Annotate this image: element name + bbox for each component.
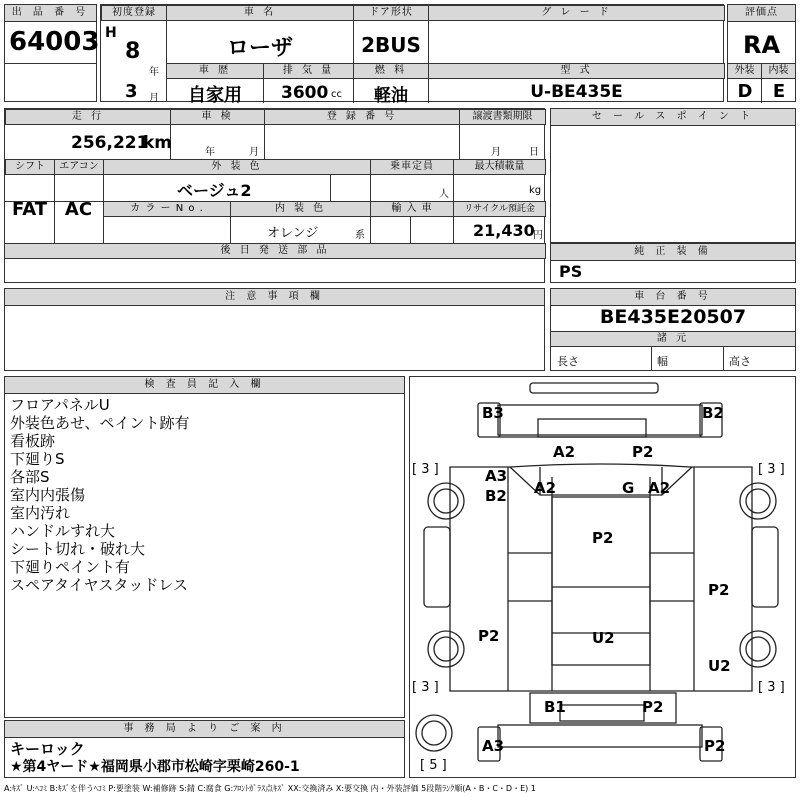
mark-g: G <box>622 479 635 497</box>
length-label: 長さ <box>557 355 579 368</box>
load-label: 最大積載量 <box>453 159 546 175</box>
month-unit: 月 <box>149 93 159 104</box>
caution-label: 注 意 事 項 欄 <box>5 289 544 306</box>
condition-diagram <box>409 376 796 778</box>
ac-label: エアコン <box>54 159 104 175</box>
caution-box <box>4 288 545 371</box>
mark-p2-rear: P2 <box>642 698 664 716</box>
history-label: 車 歴 <box>166 63 264 79</box>
details-box <box>4 108 545 283</box>
note-line: 室内汚れ <box>10 504 71 522</box>
recycle-unit: 円 <box>533 230 543 241</box>
mark-a2-front: A2 <box>553 443 576 461</box>
recycle-value: 21,430 <box>473 221 535 240</box>
door-type: 2BUS <box>361 33 421 57</box>
mark-a3-left: A3 <box>485 467 508 485</box>
door-label: ドア形状 <box>353 5 429 21</box>
office-line-2: ★第4ヤード★福岡県小郡市松崎字栗崎260-1 <box>10 759 300 775</box>
office-label: 事 務 局 よ り ご 案 内 <box>5 721 404 738</box>
vehicle-outline <box>410 377 795 777</box>
recycle-label: リサイクル預託金 <box>453 201 546 217</box>
inspector-box <box>4 376 405 718</box>
score-box <box>727 4 796 102</box>
tire-front-right: [ 3 ] <box>758 462 785 477</box>
exterior-value: D <box>737 81 753 102</box>
lot-number: 64003 <box>9 27 100 57</box>
colorno-label: カ ラ ー N o . <box>103 201 231 217</box>
vehicle-main-box <box>100 4 724 106</box>
regno-label: 登 録 番 号 <box>264 109 460 125</box>
equipment-label: 純 正 装 備 <box>551 244 795 261</box>
first-reg-label: 初度登録 <box>101 5 167 21</box>
shift-label: シフト <box>5 159 55 175</box>
equipment-box <box>550 243 796 283</box>
tire-spare: [ 5 ] <box>420 758 447 773</box>
mileage-label: 走 行 <box>5 109 171 125</box>
score-label: 評価点 <box>728 5 795 22</box>
tire-front-left: [ 3 ] <box>412 462 439 477</box>
chassis-value: BE435E20507 <box>599 306 747 328</box>
height-label: 高さ <box>729 355 751 368</box>
spec-label: 諸 元 <box>550 331 796 347</box>
note-line: 下廻りS <box>10 450 65 468</box>
score-value: RA <box>742 31 781 59</box>
int-color-label: 内 装 色 <box>230 201 371 217</box>
note-line: 下廻りペイント有 <box>10 558 131 576</box>
width-label: 幅 <box>657 355 668 368</box>
tire-rear-left: [ 3 ] <box>412 680 439 695</box>
note-line: シート切れ・破れ大 <box>10 540 146 558</box>
insp-year-unit: 年 <box>205 147 215 158</box>
mark-b2-front-right: B2 <box>702 404 724 422</box>
transfer-label: 譲渡書類期限 <box>459 109 546 125</box>
int-color-unit: 系 <box>355 230 365 241</box>
ac-value: AC <box>64 199 93 220</box>
mark-b2-left: B2 <box>485 487 507 505</box>
interior-label: 内装 <box>761 63 796 79</box>
chassis-box <box>550 288 796 371</box>
displacement-unit: cc <box>331 89 342 100</box>
inspection-label: 車 検 <box>170 109 265 125</box>
transfer-day-unit: 日 <box>529 147 539 158</box>
office-line-1: キーロック <box>10 740 85 758</box>
mark-b1: B1 <box>544 698 566 716</box>
mark-p2-right: P2 <box>708 581 730 599</box>
lot-number-label: 出 品 番 号 <box>5 5 96 22</box>
color-value: ベージュ2 <box>177 181 252 200</box>
displacement-value: 3600 <box>281 83 329 103</box>
displacement-label: 排 気 量 <box>263 63 354 79</box>
capacity-label: 乗車定員 <box>370 159 454 175</box>
tire-rear-right: [ 3 ] <box>758 680 785 695</box>
mark-p2-front: P2 <box>632 443 654 461</box>
sales-point-box <box>550 108 796 243</box>
import-label: 輸 入 車 <box>370 201 454 217</box>
load-unit: kg <box>529 185 542 196</box>
mark-b3: B3 <box>482 404 504 422</box>
reg-year: 8 <box>125 39 141 64</box>
era: H <box>105 25 117 41</box>
note-line: 室内内張傷 <box>10 486 86 504</box>
office-box <box>4 720 405 778</box>
inspector-notes <box>10 396 190 594</box>
note-line: 看板跡 <box>10 432 56 450</box>
note-line: スペアタイヤスタッドレス <box>10 576 188 594</box>
mark-u2-center: U2 <box>592 629 615 647</box>
grade-label: グ レ ー ド <box>428 5 725 21</box>
exterior-label: 外装 <box>727 63 762 79</box>
note-line: 外装色あせ、ペイント跡有 <box>10 414 190 432</box>
legend: A:ｷｽﾞ U:ﾍｺﾐ B:ｷｽﾞを伴うﾍｺﾐ P:要塗装 W:補修跡 S:錆 C:腐食 G:ﾌﾛﾝﾄｶﾞﾗｽ点ｷｽﾞ XX:交換済み X:要交換 内・外装評価 5段階ﾗﾝｸ順(A・B・C・D・E) 1 <box>4 784 536 793</box>
mileage-unit: km <box>143 133 173 153</box>
int-color-value: オレンジ <box>267 226 319 241</box>
car-name: ローザ <box>226 36 293 61</box>
interior-value: E <box>772 81 786 102</box>
mark-p2-left: P2 <box>478 627 500 645</box>
mark-a3-rear-left: A3 <box>482 737 505 755</box>
transfer-month-unit: 月 <box>491 147 501 158</box>
shift-value: FAT <box>11 199 48 220</box>
note-line: 各部S <box>10 468 50 486</box>
color-label: 外 装 色 <box>103 159 371 175</box>
fuel-value: 軽油 <box>374 86 408 106</box>
inspector-label: 検 査 員 記 入 欄 <box>5 377 404 394</box>
mark-a2-left: A2 <box>534 479 557 497</box>
mark-a2-right: A2 <box>648 479 671 497</box>
note-line: ハンドルすれ大 <box>10 522 116 540</box>
later-parts-label: 後 日 発 送 部 品 <box>4 243 546 259</box>
insp-month-unit: 月 <box>249 147 259 158</box>
mark-u2-right: U2 <box>708 657 731 675</box>
history-value: 自家用 <box>188 85 242 106</box>
equipment-value: PS <box>559 262 583 281</box>
mileage-value: 256,221 <box>71 133 149 153</box>
lot-number-box <box>4 4 100 102</box>
year-unit: 年 <box>149 67 159 78</box>
sales-point-label: セ ー ル ス ポ イ ン ト <box>551 109 795 126</box>
model-value: U-BE435E <box>530 82 623 102</box>
capacity-unit: 人 <box>439 189 449 200</box>
mark-p2-center: P2 <box>592 529 614 547</box>
model-label: 型 式 <box>428 63 725 79</box>
car-name-label: 車 名 <box>166 5 354 21</box>
reg-month: 3 <box>125 81 138 102</box>
mark-p2-rear-right: P2 <box>704 737 726 755</box>
fuel-label: 燃 料 <box>353 63 429 79</box>
note-line: フロアパネルU <box>10 396 110 414</box>
chassis-label: 車 台 番 号 <box>551 289 795 306</box>
